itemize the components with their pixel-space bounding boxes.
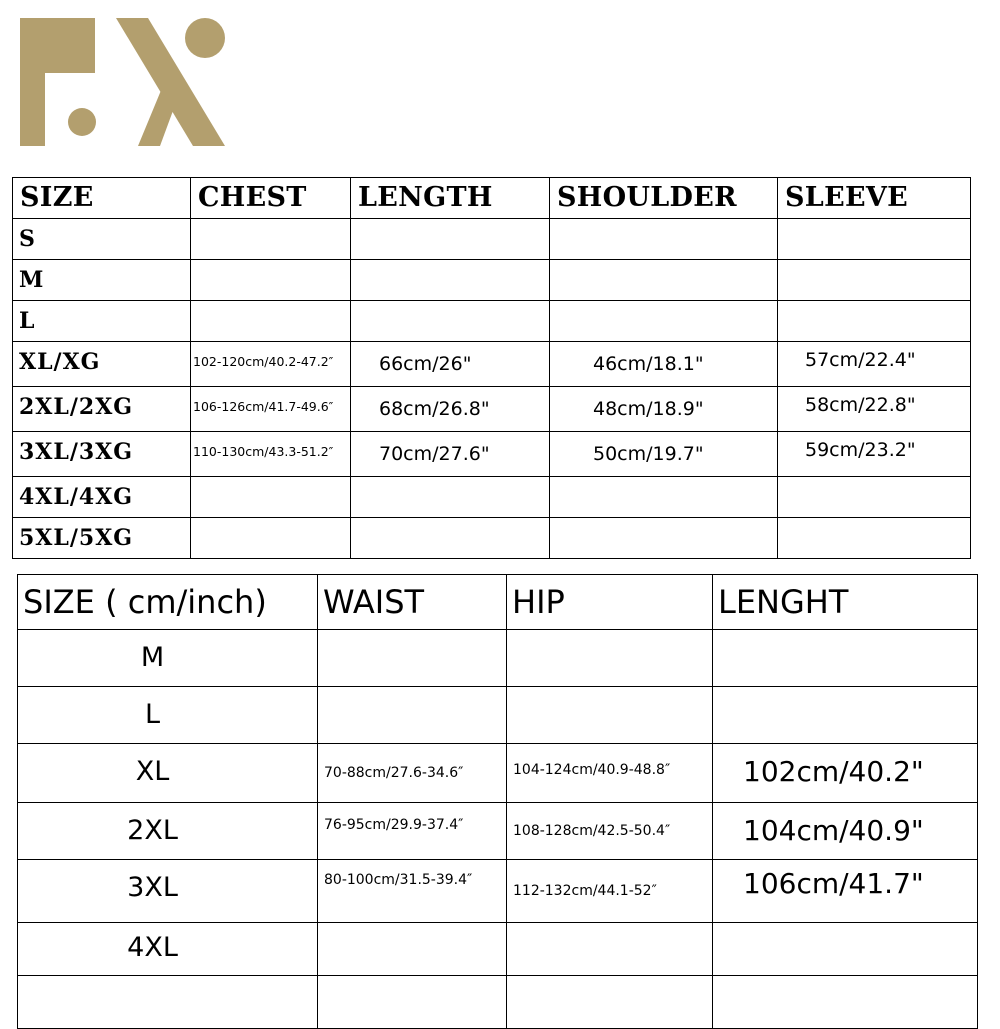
hip-cell <box>507 976 713 1029</box>
top-size-table <box>12 177 971 559</box>
sleeve-cell: 57cm/22.4" <box>778 342 971 387</box>
waist-cell <box>318 923 507 976</box>
chest-cell <box>191 301 351 342</box>
header-chest: CHEST <box>191 178 351 219</box>
header-length: LENGTH <box>351 178 550 219</box>
table-row <box>18 923 978 976</box>
size-cell: 5XL/5XG <box>13 518 191 559</box>
table-row <box>18 976 978 1029</box>
waist-cell: 80-100cm/31.5-39.4″ <box>318 860 507 923</box>
hip-cell: 104-124cm/40.9-48.8″ <box>507 744 713 803</box>
table-row <box>18 860 978 923</box>
waist-cell <box>318 630 507 687</box>
table-row <box>13 342 971 387</box>
table-row <box>18 803 978 860</box>
chest-cell <box>191 260 351 301</box>
waist-cell: 76-95cm/29.9-37.4″ <box>318 803 507 860</box>
table-row <box>13 387 971 432</box>
size-cell: XL <box>18 744 318 803</box>
bottom-size-table <box>17 574 978 1029</box>
length-cell <box>351 477 550 518</box>
length-cell <box>713 976 978 1029</box>
length-cell: 70cm/27.6" <box>351 432 550 477</box>
shoulder-cell <box>550 301 778 342</box>
table-row <box>18 744 978 803</box>
header-hip: HIP <box>507 575 713 630</box>
size-cell: 4XL/4XG <box>13 477 191 518</box>
length-cell <box>713 630 978 687</box>
brand-logo-icon <box>20 18 225 148</box>
waist-cell <box>318 687 507 744</box>
sleeve-cell: 58cm/22.8" <box>778 387 971 432</box>
length-cell: 106cm/41.7" <box>713 860 978 923</box>
length-cell: 104cm/40.9" <box>713 803 978 860</box>
shoulder-cell: 48cm/18.9" <box>550 387 778 432</box>
size-cell: 4XL <box>18 923 318 976</box>
size-cell: 2XL <box>18 803 318 860</box>
length-cell: 66cm/26" <box>351 342 550 387</box>
chest-cell: 102-120cm/40.2-47.2″ <box>191 342 351 387</box>
header-waist: WAIST <box>318 575 507 630</box>
waist-cell: 70-88cm/27.6-34.6″ <box>318 744 507 803</box>
table-row <box>18 630 978 687</box>
sleeve-cell <box>778 477 971 518</box>
chest-cell <box>191 518 351 559</box>
size-cell: M <box>18 630 318 687</box>
chest-cell: 110-130cm/43.3-51.2″ <box>191 432 351 477</box>
sleeve-cell <box>778 518 971 559</box>
table-row <box>13 477 971 518</box>
hip-cell <box>507 630 713 687</box>
length-cell: 68cm/26.8" <box>351 387 550 432</box>
length-cell <box>713 687 978 744</box>
table-header-row <box>13 178 971 219</box>
chest-cell <box>191 477 351 518</box>
table-row <box>13 260 971 301</box>
hip-cell <box>507 687 713 744</box>
size-cell: 3XL/3XG <box>13 432 191 477</box>
size-cell: M <box>13 260 191 301</box>
shoulder-cell <box>550 219 778 260</box>
size-cell: 2XL/2XG <box>13 387 191 432</box>
table-header-row <box>18 575 978 630</box>
size-cell: S <box>13 219 191 260</box>
length-cell <box>351 260 550 301</box>
shoulder-cell <box>550 260 778 301</box>
table-row <box>13 432 971 477</box>
sleeve-cell <box>778 260 971 301</box>
shoulder-cell <box>550 477 778 518</box>
waist-cell <box>318 976 507 1029</box>
header-size-cm-inch: SIZE ( cm/inch) <box>18 575 318 630</box>
chest-cell <box>191 219 351 260</box>
header-size: SIZE <box>13 178 191 219</box>
hip-cell: 108-128cm/42.5-50.4″ <box>507 803 713 860</box>
table-row <box>13 301 971 342</box>
hip-cell <box>507 923 713 976</box>
size-cell: L <box>18 687 318 744</box>
header-shoulder: SHOULDER <box>550 178 778 219</box>
length-cell: 102cm/40.2" <box>713 744 978 803</box>
length-cell <box>351 219 550 260</box>
hip-cell: 112-132cm/44.1-52″ <box>507 860 713 923</box>
length-cell <box>713 923 978 976</box>
sleeve-cell <box>778 301 971 342</box>
table-row <box>13 518 971 559</box>
sleeve-cell: 59cm/23.2" <box>778 432 971 477</box>
size-cell <box>18 976 318 1029</box>
size-cell: XL/XG <box>13 342 191 387</box>
header-sleeve: SLEEVE <box>778 178 971 219</box>
shoulder-cell <box>550 518 778 559</box>
length-cell <box>351 518 550 559</box>
shoulder-cell: 46cm/18.1" <box>550 342 778 387</box>
header-lenght: LENGHT <box>713 575 978 630</box>
chest-cell: 106-126cm/41.7-49.6″ <box>191 387 351 432</box>
shoulder-cell: 50cm/19.7" <box>550 432 778 477</box>
table-row <box>18 687 978 744</box>
length-cell <box>351 301 550 342</box>
sleeve-cell <box>778 219 971 260</box>
size-cell: 3XL <box>18 860 318 923</box>
table-row <box>13 219 971 260</box>
size-cell: L <box>13 301 191 342</box>
